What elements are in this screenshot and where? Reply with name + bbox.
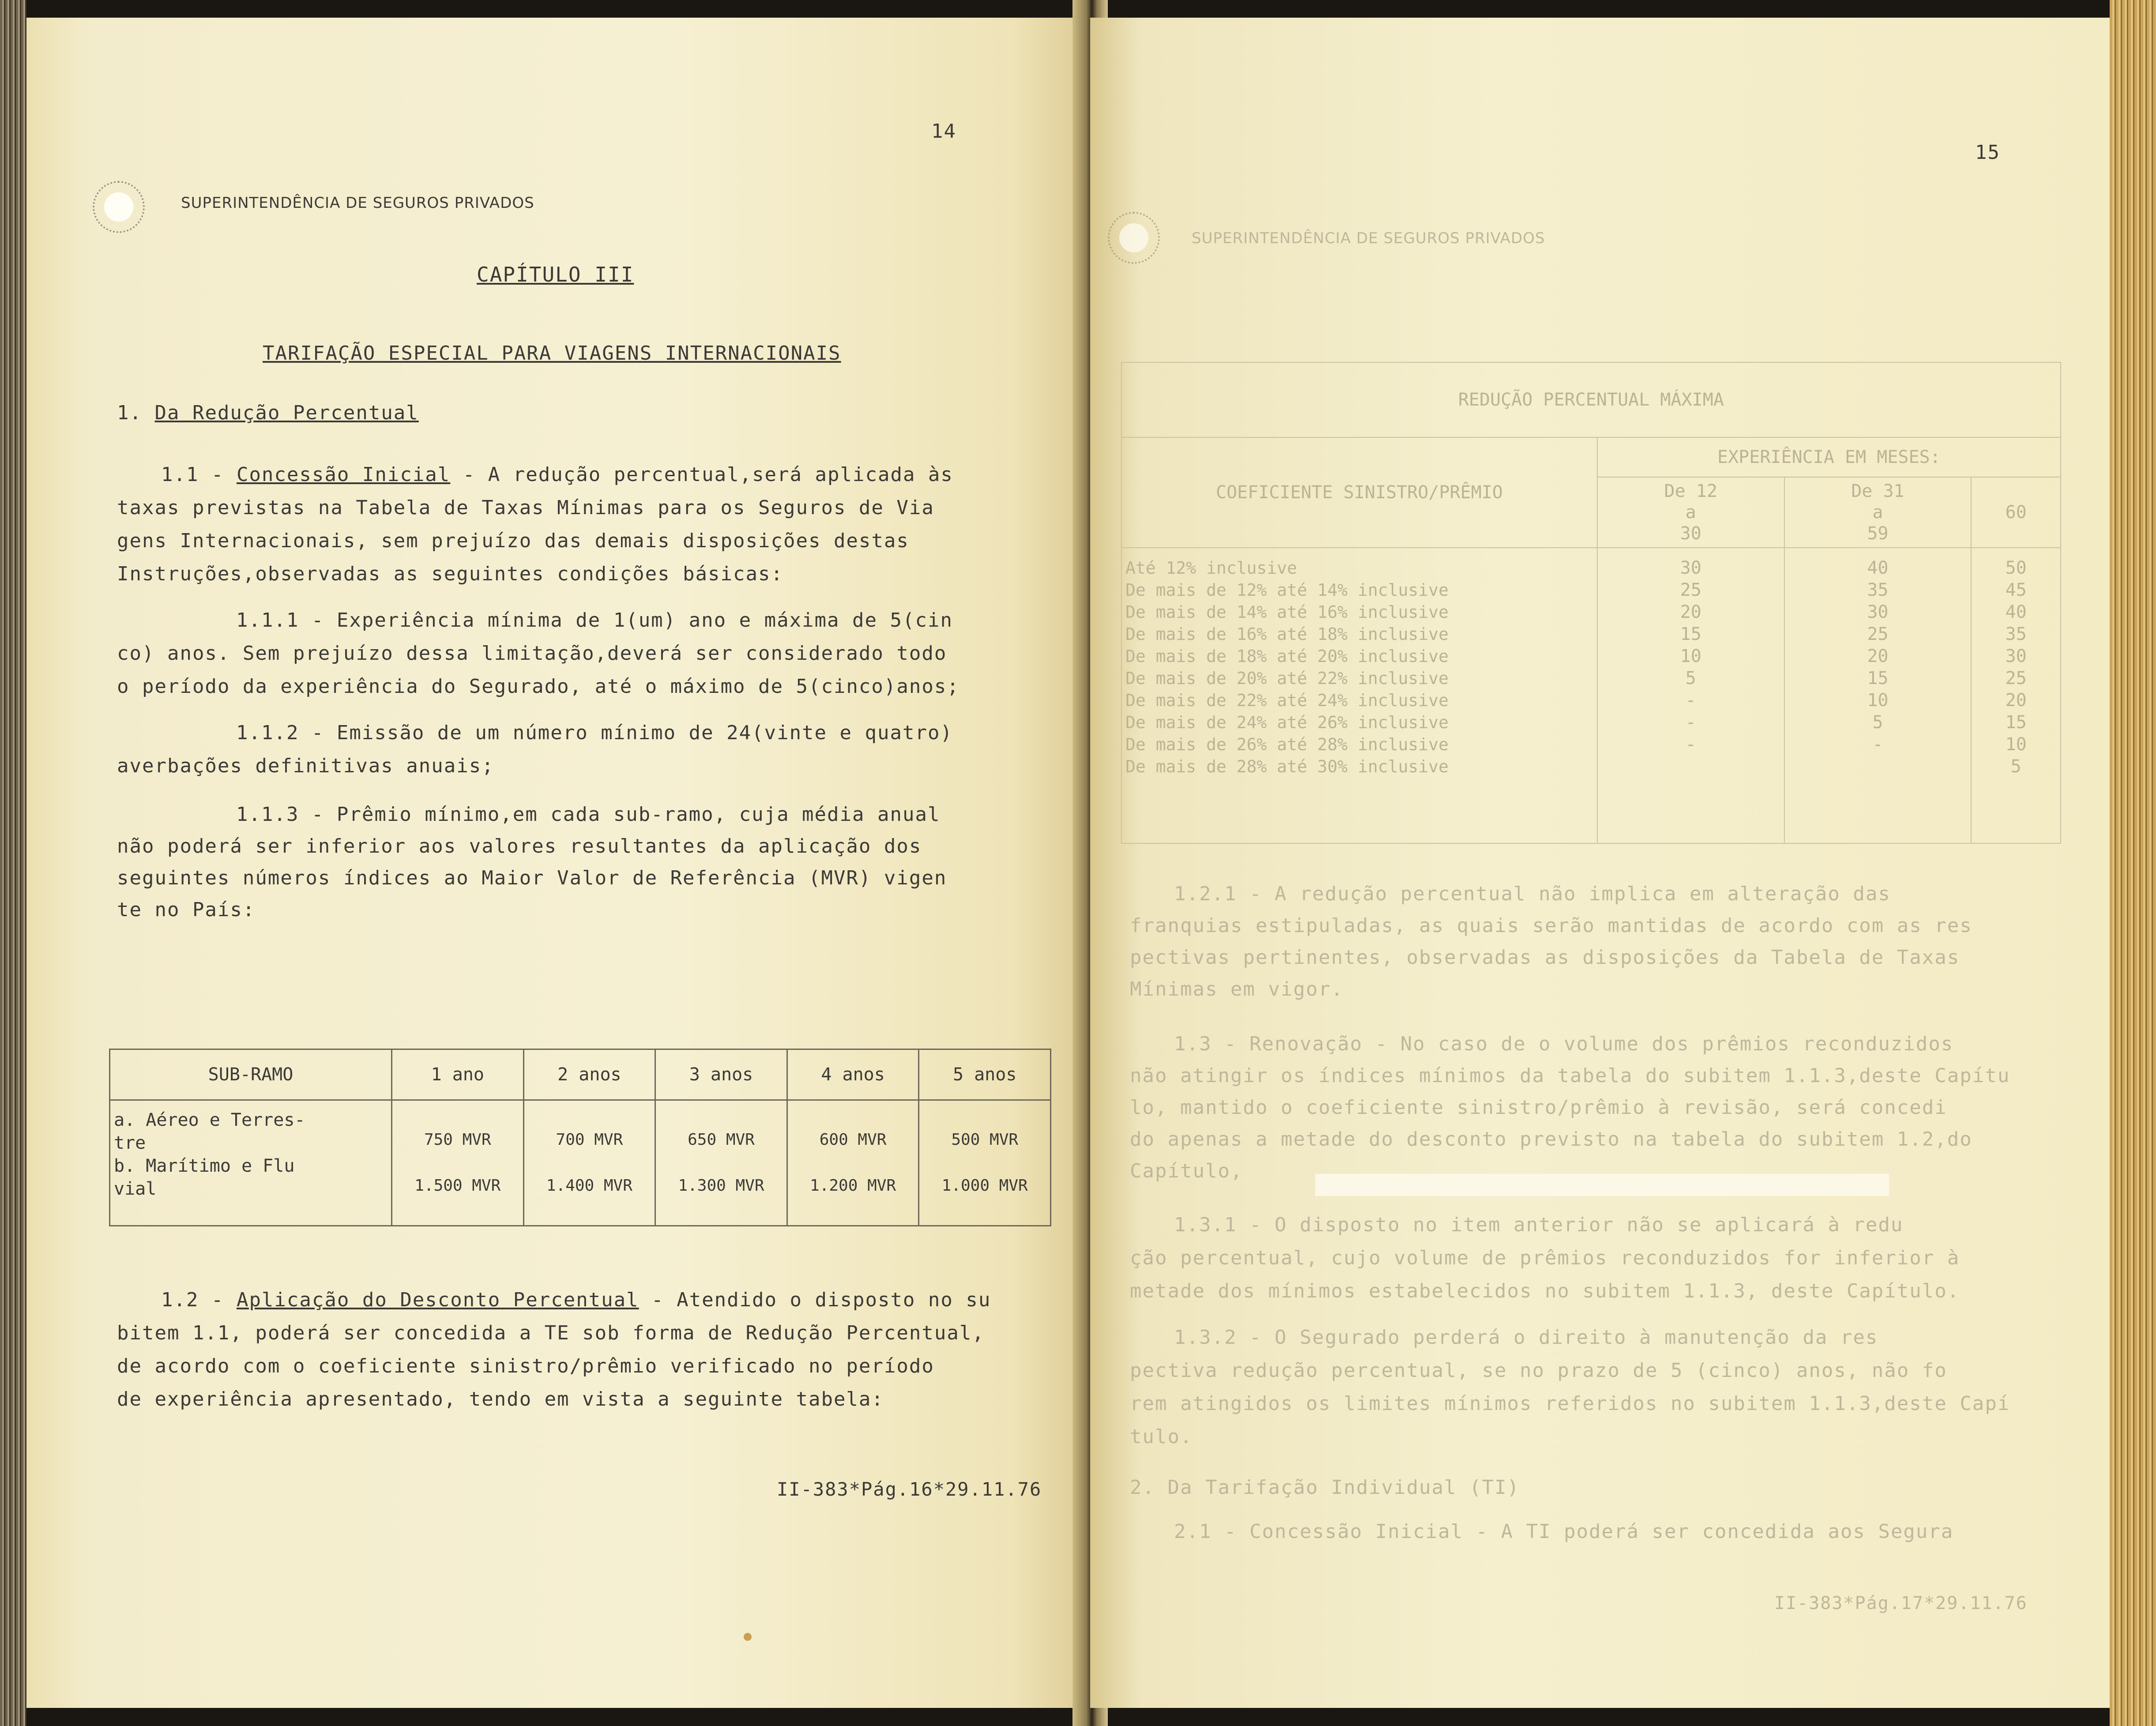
text-line: Instruções,observadas as seguintes condições básicas: <box>117 563 783 585</box>
text-line: franquias estipuladas, as quais serão mantidas de acordo com as res <box>1130 914 1972 937</box>
table-header-cell: 2 anos <box>523 1049 655 1100</box>
coefficient-header: COEFICIENTE SINISTRO/PRÊMIO <box>1121 437 1597 548</box>
max-reduction-table <box>1121 362 2061 844</box>
redacted-strip <box>1315 1174 1889 1196</box>
minimum-premium-table <box>109 1049 1051 1226</box>
reduction-value: 25 <box>2005 668 2027 688</box>
experience-header: EXPERIÊNCIA EM MESES: <box>1597 437 2061 477</box>
reduction-value: 40 <box>1867 558 1889 578</box>
mvr-cell <box>919 1100 1051 1226</box>
text-line: co) anos. Sem prejuízo dessa limitação,deverá ser considerado todo <box>117 642 947 665</box>
coefficient-ranges <box>1121 548 1597 843</box>
mvr-value: 750 MVR <box>424 1131 491 1149</box>
col-60-values <box>1971 548 2061 843</box>
reduction-value: 35 <box>2005 624 2027 644</box>
table-header-cell: 4 anos <box>787 1049 919 1100</box>
text-line: seguintes números índices ao Maior Valor de Referência (MVR) vigen <box>117 867 947 889</box>
book-right-edge <box>2110 0 2156 1726</box>
mvr-value: 600 MVR <box>819 1131 887 1149</box>
text-line: de experiência apresentado, tendo em vista a seguinte tabela: <box>117 1388 884 1410</box>
reduction-value: 15 <box>1680 624 1701 644</box>
reduction-value: 35 <box>1867 580 1889 600</box>
text-line: 1.3.1 - O disposto no item anterior não se aplicará à redu <box>1174 1214 1904 1236</box>
text-line: 1.1 - Concessão Inicial - A redução percentual,será aplicada às <box>161 463 953 486</box>
text-line: 1.3.2 - O Segurado perderá o direito à manutenção da res <box>1174 1326 1878 1349</box>
right-page <box>1090 18 2110 1708</box>
page-number: 15 <box>1975 141 2000 164</box>
mvr-value: 1.200 MVR <box>810 1177 896 1195</box>
table-header-cell: SUB-RAMO <box>110 1049 392 1100</box>
reduction-value: - <box>1685 712 1696 733</box>
reduction-value: 30 <box>1867 602 1889 622</box>
reduction-value: - <box>1685 734 1696 755</box>
text-line: metade dos mínimos estabelecidos no subitem 1.1.3, deste Capítulo. <box>1130 1280 1960 1302</box>
experience-col-header-line: 30 <box>1680 523 1701 544</box>
reduction-value: 50 <box>2005 558 2027 578</box>
reduction-value: 45 <box>2005 580 2027 600</box>
reduction-value <box>1788 756 1968 778</box>
subramo-label: a. Aéreo e Terres- <box>114 1110 305 1130</box>
reduction-value: De mais de 22% até 24% inclusive <box>1125 691 1449 710</box>
experience-col-header <box>1784 477 1972 548</box>
page-footer: II-383*Pág.16*29.11.76 <box>777 1478 1042 1500</box>
reduction-value: 10 <box>2005 734 2027 755</box>
agency-name: SUPERINTENDÊNCIA DE SEGUROS PRIVADOS <box>181 194 534 212</box>
page-number: 14 <box>931 120 956 143</box>
section-heading: 1. Da Redução Percentual <box>117 402 419 424</box>
left-page <box>26 18 1086 1708</box>
experience-col-header <box>1971 477 2061 548</box>
mvr-cell <box>787 1100 919 1226</box>
reduction-value: - <box>1685 690 1696 711</box>
text-line: Mínimas em vigor. <box>1130 978 1344 1000</box>
chapter-heading: CAPÍTULO III <box>477 263 634 286</box>
reduction-value: 25 <box>1867 624 1889 644</box>
subramo-label: b. Marítimo e Flu <box>114 1156 295 1176</box>
reduction-value: De mais de 28% até 30% inclusive <box>1125 757 1449 776</box>
subramo-label: vial <box>114 1179 157 1199</box>
text-line: 1.1.1 - Experiência mínima de 1(um) ano e máxima de 5(cin <box>236 609 953 632</box>
table-header-cell: 1 ano <box>392 1049 524 1100</box>
text-line: te no País: <box>117 899 256 921</box>
reduction-value: Até 12% inclusive <box>1125 558 1297 578</box>
text-line: 1.1.3 - Prêmio mínimo,em cada sub-ramo, cuja média anual <box>236 803 941 826</box>
reduction-value: 30 <box>1680 558 1701 578</box>
reduction-value: De mais de 18% até 20% inclusive <box>1125 647 1449 666</box>
reduction-value: 10 <box>1867 690 1889 711</box>
mvr-value: 1.000 MVR <box>941 1177 1028 1195</box>
reduction-value <box>1601 756 1780 778</box>
text-line: o período da experiência do Segurado, até o máximo de 5(cinco)anos; <box>117 675 959 698</box>
table-header-cell: 5 anos <box>919 1049 1051 1100</box>
agency-seal-icon <box>93 181 145 233</box>
page-footer: II-383*Pág.17*29.11.76 <box>1774 1593 2028 1613</box>
reduction-value: 20 <box>1867 646 1889 666</box>
reduction-value: 5 <box>1685 668 1696 688</box>
mvr-value: 1.400 MVR <box>546 1177 632 1195</box>
reduction-value: De mais de 20% até 22% inclusive <box>1125 669 1449 688</box>
text-line: averbações definitivas anuais; <box>117 755 494 777</box>
text-line: pectiva redução percentual, se no prazo de 5 (cinco) anos, não fo <box>1130 1359 1947 1382</box>
experience-col-header-line: De 31 <box>1851 481 1904 501</box>
experience-col-header-line: 60 <box>2005 502 2027 523</box>
reduction-value: 40 <box>2005 602 2027 622</box>
text-line: rem atingidos os limites mínimos referidos no subitem 1.1.3,deste Capí <box>1130 1392 2010 1415</box>
reduction-value: 20 <box>1680 602 1701 622</box>
text-line: Capítulo, <box>1130 1160 1243 1182</box>
text-line: 2.1 - Concessão Inicial - A TI poderá ser concedida aos Segura <box>1174 1520 1954 1543</box>
mvr-value: 500 MVR <box>951 1131 1019 1149</box>
subramo-label: tre <box>114 1133 146 1153</box>
reduction-value: De mais de 14% até 16% inclusive <box>1125 602 1449 622</box>
reduction-value: 15 <box>2005 712 2027 733</box>
text-line: 1.2 - Aplicação do Desconto Percentual - Atendido o disposto no su <box>161 1289 991 1311</box>
chapter-title: TARIFAÇÃO ESPECIAL PARA VIAGENS INTERNACIONAIS <box>263 342 841 365</box>
reduction-value: 20 <box>2005 690 2027 711</box>
text-line: 1.2.1 - A redução percentual não implica em alteração das <box>1174 883 1891 905</box>
text-line: taxas previstas na Tabela de Taxas Mínimas para os Seguros de Via <box>117 496 934 519</box>
reduction-value: 5 <box>1872 712 1883 733</box>
mvr-cell <box>392 1100 524 1226</box>
reduction-value: De mais de 16% até 18% inclusive <box>1125 624 1449 644</box>
text-line: do apenas a metade do desconto previsto na tabela do subitem 1.2,do <box>1130 1128 1972 1151</box>
reduction-value: 25 <box>1680 580 1701 600</box>
mvr-cell <box>523 1100 655 1226</box>
reduction-value: 15 <box>1867 668 1889 688</box>
mvr-value: 700 MVR <box>556 1131 623 1149</box>
reduction-value: 5 <box>2010 756 2021 777</box>
experience-col-header-line: a <box>1872 502 1883 523</box>
mvr-value: 1.300 MVR <box>678 1177 764 1195</box>
ink-spot <box>744 1633 752 1641</box>
experience-col-header-line: 59 <box>1867 523 1889 544</box>
experience-col-header-line: De 12 <box>1664 481 1718 501</box>
reduction-value: - <box>1872 734 1883 755</box>
reduction-value: 30 <box>2005 646 2027 666</box>
reduction-value: De mais de 24% até 26% inclusive <box>1125 713 1449 732</box>
agency-name: SUPERINTENDÊNCIA DE SEGUROS PRIVADOS <box>1192 229 1545 247</box>
reduction-value: De mais de 26% até 28% inclusive <box>1125 735 1449 754</box>
agency-seal-icon <box>1108 212 1160 264</box>
mvr-value: 1.500 MVR <box>414 1177 501 1195</box>
book-left-edge <box>0 0 26 1726</box>
text-line: 1.3 - Renovação - No caso de o volume dos prêmios reconduzidos <box>1174 1033 1954 1055</box>
text-line: lo, mantido o coeficiente sinistro/prêmio à revisão, será concedi <box>1130 1096 1947 1119</box>
col-31-59-values <box>1784 548 1972 843</box>
text-line: bitem 1.1, poderá ser concedida a TE sob forma de Redução Percentual, <box>117 1322 985 1344</box>
text-line: não atingir os índices mínimos da tabela do subitem 1.1.3,deste Capítu <box>1130 1064 2010 1087</box>
text-line: não poderá ser inferior aos valores resultantes da aplicação dos <box>117 835 922 857</box>
text-line: pectivas pertinentes, observadas as disposições da Tabela de Taxas <box>1130 946 1960 969</box>
subramo-labels <box>110 1100 392 1226</box>
text-line: gens Internacionais, sem prejuízo das demais disposições destas <box>117 530 909 552</box>
table-header-cell: 3 anos <box>655 1049 787 1100</box>
mvr-cell <box>655 1100 787 1226</box>
text-line: 2. Da Tarifação Individual (TI) <box>1130 1476 1520 1499</box>
text-line: de acordo com o coeficiente sinistro/prêmio verificado no período <box>117 1355 934 1377</box>
experience-col-header <box>1597 477 1784 548</box>
text-line: ção percentual, cujo volume de prêmios reconduzidos for inferior à <box>1130 1247 1960 1269</box>
text-line: tulo. <box>1130 1425 1193 1448</box>
reduction-value: 10 <box>1680 646 1701 666</box>
table-title: REDUÇÃO PERCENTUAL MÁXIMA <box>1121 362 2061 437</box>
experience-col-header-line: a <box>1685 502 1696 523</box>
text-line: 1.1.2 - Emissão de um número mínimo de 24(vinte e quatro) <box>236 722 953 744</box>
mvr-value: 650 MVR <box>688 1131 755 1149</box>
col-12-30-values <box>1597 548 1784 843</box>
reduction-value: De mais de 12% até 14% inclusive <box>1125 580 1449 600</box>
